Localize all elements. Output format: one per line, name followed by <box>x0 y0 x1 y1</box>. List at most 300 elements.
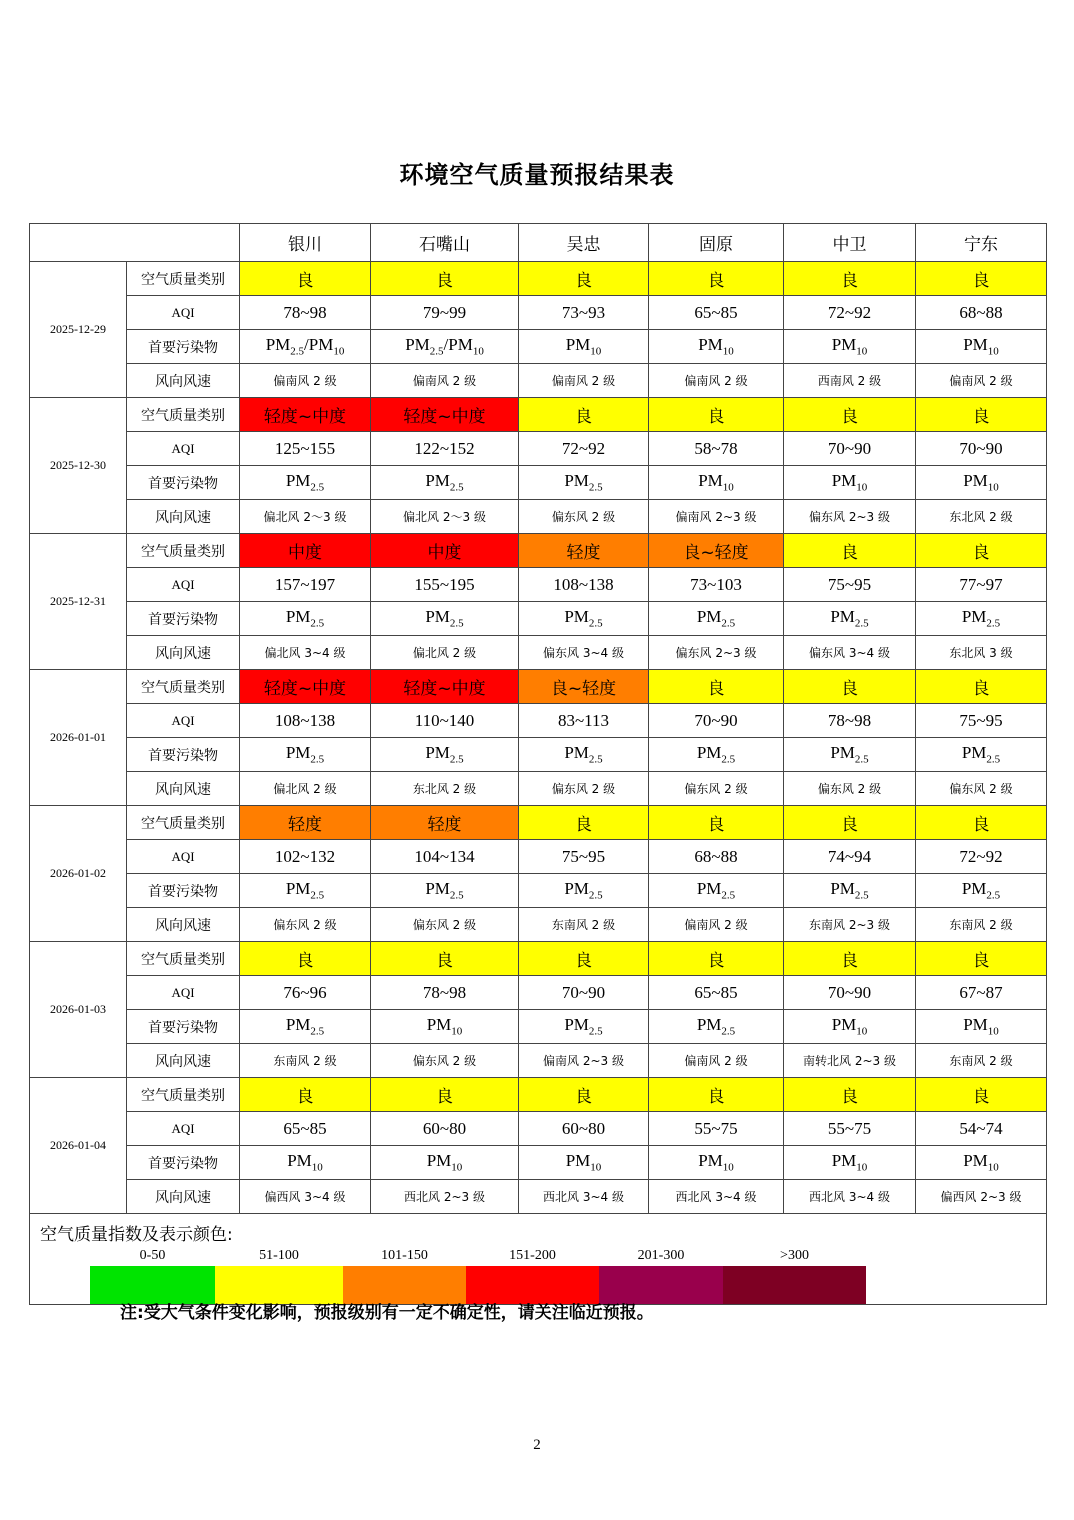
category-cell: 良~轻度 <box>649 534 784 568</box>
pollutant-subscript: 10 <box>590 345 602 358</box>
pollutant-subscript: 2.5 <box>721 889 736 902</box>
aqi-cell: 122~152 <box>371 432 519 466</box>
row-label-aqi: AQI <box>127 296 240 330</box>
wind-cell: 偏南风 2 级 <box>240 364 371 398</box>
category-cell: 良 <box>649 262 784 296</box>
row-label-category: 空气质量类别 <box>127 942 240 976</box>
pollutant-name: PM <box>963 335 988 355</box>
pollutant-name: PM <box>961 879 987 899</box>
category-cell: 良 <box>649 1078 784 1112</box>
legend-title: 空气质量指数及表示颜色: <box>40 1225 233 1245</box>
forecast-date: 2026-01-03 <box>30 942 127 1078</box>
category-cell: 轻度 <box>240 806 371 840</box>
page-title: 环境空气质量预报结果表 <box>399 161 675 189</box>
table-row <box>30 296 1047 330</box>
table-row <box>30 398 1047 432</box>
pollutant-cell <box>240 1146 371 1180</box>
row-label-pollutant: 首要污染物 <box>127 1010 240 1044</box>
city-header: 固原 <box>649 224 784 262</box>
category-cell: 轻度 <box>371 806 519 840</box>
pollutant-cell <box>371 330 519 364</box>
wind-cell: 西北风 2~3 级 <box>371 1180 519 1214</box>
table-row <box>30 534 1047 568</box>
pollutant-cell <box>519 874 649 908</box>
table-row <box>30 432 1047 466</box>
header-row <box>30 224 1047 262</box>
pollutant-subscript: 10 <box>722 481 734 494</box>
pollutant-name: PM <box>696 607 722 627</box>
wind-cell: 偏南风 2~3 级 <box>649 500 784 534</box>
pollutant-name: PM <box>698 1151 723 1171</box>
category-cell: 良 <box>371 1078 519 1112</box>
pollutant-subscript: 2.5 <box>854 617 869 630</box>
table-row <box>30 568 1047 602</box>
wind-cell: 西南风 2 级 <box>784 364 916 398</box>
aqi-cell: 75~95 <box>784 568 916 602</box>
aqi-cell: 157~197 <box>240 568 371 602</box>
pollutant-subscript: 10 <box>987 481 999 494</box>
city-header: 石嘴山 <box>371 224 519 262</box>
pollutant-subscript: 10 <box>856 481 868 494</box>
pollutant-cell <box>784 466 916 500</box>
pollutant-name: PM <box>963 1151 988 1171</box>
pollutant-subscript: 2.5 <box>310 889 325 902</box>
forecast-date: 2026-01-04 <box>30 1078 127 1214</box>
wind-cell: 偏南风 2 级 <box>371 364 519 398</box>
pollutant-subscript: 2.5 <box>449 889 464 902</box>
pollutant-subscript: 2.5 <box>588 889 603 902</box>
pollutant-name: PM <box>285 471 311 491</box>
row-label-wind: 风向风速 <box>127 500 240 534</box>
category-cell: 良~轻度 <box>519 670 649 704</box>
pollutant-subscript: 10 <box>856 1025 868 1038</box>
pollutant-cell <box>916 466 1047 500</box>
category-cell: 良 <box>916 806 1047 840</box>
aqi-cell: 67~87 <box>916 976 1047 1010</box>
aqi-cell: 73~103 <box>649 568 784 602</box>
wind-cell: 东南风 2 级 <box>519 908 649 942</box>
pollutant-cell <box>649 466 784 500</box>
wind-cell: 东南风 2 级 <box>916 908 1047 942</box>
wind-cell: 偏南风 2 级 <box>649 364 784 398</box>
pollutant-name: PM <box>696 1015 722 1035</box>
pollutant-cell <box>240 330 371 364</box>
wind-cell: 偏北风 2～3 级 <box>240 500 371 534</box>
pollutant-cell <box>916 1010 1047 1044</box>
category-cell: 中度 <box>240 534 371 568</box>
pollutant-cell <box>371 466 519 500</box>
aqi-cell: 58~78 <box>649 432 784 466</box>
pollutant-cell <box>371 1146 519 1180</box>
pollutant-cell <box>519 330 649 364</box>
pollutant-name: PM <box>831 335 857 355</box>
legend-range-label: 151-200 <box>509 1248 556 1263</box>
pollutant-name: PM <box>961 743 987 763</box>
wind-cell: 西北风 3~4 级 <box>649 1180 784 1214</box>
aqi-cell: 70~90 <box>519 976 649 1010</box>
pollutant-name: PM <box>564 879 589 899</box>
category-cell: 轻度 <box>519 534 649 568</box>
aqi-cell: 72~92 <box>916 840 1047 874</box>
pollutant-subscript: 10 <box>451 1161 463 1174</box>
category-cell: 良 <box>649 670 784 704</box>
category-cell: 轻度~中度 <box>240 670 371 704</box>
category-cell: 轻度~中度 <box>371 670 519 704</box>
pollutant-subscript: 10 <box>987 1161 999 1174</box>
aqi-cell: 55~75 <box>784 1112 916 1146</box>
pollutant-name: PM <box>830 743 855 763</box>
table-row <box>30 976 1047 1010</box>
pollutant-cell <box>519 466 649 500</box>
city-header: 中卫 <box>784 224 916 262</box>
wind-cell: 偏东风 2 级 <box>916 772 1047 806</box>
pollutant-name: PM <box>405 335 430 355</box>
category-cell: 良 <box>649 398 784 432</box>
table-row <box>30 636 1047 670</box>
pollutant-subscript: 2.5 <box>854 889 869 902</box>
aqi-cell: 78~98 <box>784 704 916 738</box>
category-cell: 良 <box>784 670 916 704</box>
pollutant-cell <box>916 330 1047 364</box>
table-row <box>30 364 1047 398</box>
row-label-wind: 风向风速 <box>127 772 240 806</box>
row-label-aqi: AQI <box>127 568 240 602</box>
wind-cell: 偏南风 2 级 <box>519 364 649 398</box>
pollutant-name: PM <box>961 607 987 627</box>
table-row <box>30 840 1047 874</box>
category-cell: 良 <box>784 806 916 840</box>
pollutant-name: PM <box>963 471 988 491</box>
pollutant-cell <box>649 1146 784 1180</box>
aqi-cell: 75~95 <box>916 704 1047 738</box>
wind-cell: 偏南风 2 级 <box>916 364 1047 398</box>
pollutant-subscript: 2.5 <box>721 617 736 630</box>
pollutant-subscript: 2.5 <box>721 753 736 766</box>
wind-cell: 东北风 2 级 <box>371 772 519 806</box>
pollutant-name: PM <box>425 879 450 899</box>
row-label-wind: 风向风速 <box>127 364 240 398</box>
aqi-cell: 65~85 <box>240 1112 371 1146</box>
wind-cell: 偏北风 2～3 级 <box>371 500 519 534</box>
wind-cell: 偏东风 2 级 <box>519 772 649 806</box>
row-label-wind: 风向风速 <box>127 1180 240 1214</box>
pollutant-name: PM <box>696 879 722 899</box>
forecast-date: 2025-12-30 <box>30 398 127 534</box>
aqi-cell: 60~80 <box>519 1112 649 1146</box>
category-cell: 良 <box>916 534 1047 568</box>
wind-cell: 偏南风 2 级 <box>649 1044 784 1078</box>
pollutant-cell <box>784 738 916 772</box>
row-label-wind: 风向风速 <box>127 636 240 670</box>
aqi-cell: 70~90 <box>784 976 916 1010</box>
pollutant-subscript: 10 <box>722 1161 734 1174</box>
category-cell: 良 <box>519 262 649 296</box>
aqi-cell: 68~88 <box>649 840 784 874</box>
pollutant-name: PM <box>564 471 589 491</box>
wind-cell: 偏东风 3~4 级 <box>519 636 649 670</box>
aqi-cell: 72~92 <box>519 432 649 466</box>
table-row <box>30 330 1047 364</box>
pollutant-name: PM <box>265 335 291 355</box>
legend-color-swatch <box>723 1266 866 1304</box>
pollutant-name: PM <box>425 607 450 627</box>
pollutant-subscript: 2.5 <box>986 753 1001 766</box>
category-cell: 良 <box>240 1078 371 1112</box>
wind-cell: 偏东风 2 级 <box>649 772 784 806</box>
table-row <box>30 1146 1047 1180</box>
pollutant-subscript: 10 <box>472 345 484 358</box>
category-cell: 良 <box>784 262 916 296</box>
pollutant-name: PM <box>963 1015 988 1035</box>
pollutant-cell <box>649 330 784 364</box>
row-label-pollutant: 首要污染物 <box>127 1146 240 1180</box>
pollutant-name: PM <box>285 879 311 899</box>
pollutant-cell <box>371 602 519 636</box>
pollutant-subscript: 2.5 <box>588 617 603 630</box>
row-label-category: 空气质量类别 <box>127 1078 240 1112</box>
wind-cell: 偏南风 2~3 级 <box>519 1044 649 1078</box>
row-label-aqi: AQI <box>127 704 240 738</box>
pollutant-subscript: 10 <box>987 1025 999 1038</box>
table-row <box>30 500 1047 534</box>
pollutant-subscript: 10 <box>987 345 999 358</box>
table-row <box>30 1078 1047 1112</box>
pollutant-cell <box>240 1010 371 1044</box>
category-cell: 良 <box>916 262 1047 296</box>
table-row <box>30 1112 1047 1146</box>
header-corner <box>30 224 240 262</box>
legend-range-label: >300 <box>780 1248 809 1263</box>
wind-cell: 东北风 2 级 <box>916 500 1047 534</box>
aqi-cell: 108~138 <box>519 568 649 602</box>
aqi-cell: 76~96 <box>240 976 371 1010</box>
wind-cell: 偏东风 2 级 <box>519 500 649 534</box>
table-row <box>30 670 1047 704</box>
city-header: 宁东 <box>916 224 1047 262</box>
category-cell: 良 <box>240 262 371 296</box>
aqi-cell: 70~90 <box>916 432 1047 466</box>
row-label-aqi: AQI <box>127 840 240 874</box>
city-header: 吴忠 <box>519 224 649 262</box>
wind-cell: 东南风 2 级 <box>916 1044 1047 1078</box>
aqi-cell: 77~97 <box>916 568 1047 602</box>
wind-cell: 偏北风 3~4 级 <box>240 636 371 670</box>
pollutant-name: /PM <box>304 335 334 355</box>
pollutant-cell <box>519 1146 649 1180</box>
pollutant-subscript: 2.5 <box>290 345 305 358</box>
pollutant-cell <box>649 602 784 636</box>
aqi-cell: 55~75 <box>649 1112 784 1146</box>
table-row <box>30 806 1047 840</box>
aqi-cell: 68~88 <box>916 296 1047 330</box>
table-row <box>30 738 1047 772</box>
wind-cell: 偏北风 2 级 <box>240 772 371 806</box>
wind-cell: 偏东风 2~3 级 <box>649 636 784 670</box>
aqi-cell: 78~98 <box>371 976 519 1010</box>
pollutant-subscript: 2.5 <box>588 753 603 766</box>
table-row <box>30 466 1047 500</box>
pollutant-name: PM <box>831 1015 857 1035</box>
wind-cell: 西北风 3~4 级 <box>519 1180 649 1214</box>
category-cell: 良 <box>371 942 519 976</box>
row-label-pollutant: 首要污染物 <box>127 330 240 364</box>
category-cell: 良 <box>240 942 371 976</box>
pollutant-subscript: 2.5 <box>310 753 325 766</box>
table-row <box>30 874 1047 908</box>
table-row <box>30 704 1047 738</box>
row-label-aqi: AQI <box>127 1112 240 1146</box>
category-cell: 良 <box>784 398 916 432</box>
category-cell: 良 <box>916 398 1047 432</box>
pollutant-subscript: 2.5 <box>449 617 464 630</box>
wind-cell: 偏东风 2 级 <box>240 908 371 942</box>
aqi-cell: 54~74 <box>916 1112 1047 1146</box>
row-label-category: 空气质量类别 <box>127 398 240 432</box>
pollutant-name: PM <box>425 471 450 491</box>
forecast-date: 2025-12-31 <box>30 534 127 670</box>
pollutant-cell <box>649 874 784 908</box>
forecast-date: 2026-01-01 <box>30 670 127 806</box>
table-row <box>30 1180 1047 1214</box>
pollutant-name: PM <box>565 335 591 355</box>
pollutant-cell <box>784 1146 916 1180</box>
row-label-category: 空气质量类别 <box>127 670 240 704</box>
forecast-note: 注:受大气条件变化影响，预报级别有一定不确定性，请关注临近预报。 <box>120 1303 654 1323</box>
forecast-date: 2026-01-02 <box>30 806 127 942</box>
pollutant-subscript: 2.5 <box>310 617 325 630</box>
pollutant-name: PM <box>564 607 589 627</box>
pollutant-name: PM <box>698 335 723 355</box>
row-label-wind: 风向风速 <box>127 1044 240 1078</box>
pollutant-cell <box>784 602 916 636</box>
pollutant-subscript: 10 <box>856 1161 868 1174</box>
forecast-table <box>29 223 1047 1305</box>
aqi-cell: 70~90 <box>784 432 916 466</box>
row-label-aqi: AQI <box>127 976 240 1010</box>
legend-row <box>30 1214 1047 1305</box>
category-cell: 良 <box>649 942 784 976</box>
category-cell: 良 <box>649 806 784 840</box>
pollutant-cell <box>649 1010 784 1044</box>
category-cell: 轻度~中度 <box>240 398 371 432</box>
pollutant-name: /PM <box>443 335 473 355</box>
aqi-cell: 73~93 <box>519 296 649 330</box>
wind-cell: 偏东风 2 级 <box>784 772 916 806</box>
pollutant-name: PM <box>831 1151 857 1171</box>
row-label-aqi: AQI <box>127 432 240 466</box>
row-label-pollutant: 首要污染物 <box>127 466 240 500</box>
table-row <box>30 772 1047 806</box>
wind-cell: 偏西风 2~3 级 <box>916 1180 1047 1214</box>
wind-cell: 东南风 2~3 级 <box>784 908 916 942</box>
pollutant-cell <box>649 738 784 772</box>
pollutant-subscript: 10 <box>311 1161 323 1174</box>
pollutant-name: PM <box>564 743 589 763</box>
pollutant-cell <box>240 738 371 772</box>
pollutant-subscript: 10 <box>590 1161 602 1174</box>
pollutant-cell <box>519 1010 649 1044</box>
table-row <box>30 262 1047 296</box>
pollutant-name: PM <box>696 743 722 763</box>
pollutant-name: PM <box>285 607 311 627</box>
pollutant-subscript: 2.5 <box>449 481 464 494</box>
wind-cell: 偏西风 3~4 级 <box>240 1180 371 1214</box>
pollutant-name: PM <box>565 1151 591 1171</box>
pollutant-subscript: 2.5 <box>429 345 444 358</box>
table-row <box>30 1010 1047 1044</box>
pollutant-cell <box>371 738 519 772</box>
aqi-cell: 83~113 <box>519 704 649 738</box>
pollutant-subscript: 2.5 <box>310 481 325 494</box>
pollutant-cell <box>240 874 371 908</box>
wind-cell: 偏东风 3~4 级 <box>784 636 916 670</box>
pollutant-subscript: 2.5 <box>449 753 464 766</box>
row-label-wind: 风向风速 <box>127 908 240 942</box>
row-label-pollutant: 首要污染物 <box>127 874 240 908</box>
pollutant-cell <box>519 602 649 636</box>
aqi-cell: 70~90 <box>649 704 784 738</box>
category-cell: 良 <box>519 806 649 840</box>
pollutant-subscript: 10 <box>451 1025 463 1038</box>
wind-cell: 偏南风 2 级 <box>649 908 784 942</box>
row-label-category: 空气质量类别 <box>127 806 240 840</box>
category-cell: 良 <box>519 398 649 432</box>
row-label-pollutant: 首要污染物 <box>127 602 240 636</box>
aqi-cell: 102~132 <box>240 840 371 874</box>
aqi-cell: 155~195 <box>371 568 519 602</box>
table-row <box>30 942 1047 976</box>
aqi-cell: 72~92 <box>784 296 916 330</box>
category-cell: 良 <box>519 942 649 976</box>
wind-cell: 东南风 2 级 <box>240 1044 371 1078</box>
wind-cell: 南转北风 2~3 级 <box>784 1044 916 1078</box>
category-cell: 良 <box>916 1078 1047 1112</box>
wind-cell: 偏东风 2 级 <box>371 1044 519 1078</box>
pollutant-subscript: 10 <box>333 345 345 358</box>
category-cell: 中度 <box>371 534 519 568</box>
row-label-pollutant: 首要污染物 <box>127 738 240 772</box>
pollutant-name: PM <box>425 743 450 763</box>
table-row <box>30 602 1047 636</box>
pollutant-subscript: 10 <box>856 345 868 358</box>
aqi-cell: 78~98 <box>240 296 371 330</box>
pollutant-cell <box>916 874 1047 908</box>
pollutant-cell <box>371 1010 519 1044</box>
pollutant-name: PM <box>285 1015 311 1035</box>
aqi-cell: 104~134 <box>371 840 519 874</box>
pollutant-name: PM <box>285 743 311 763</box>
pollutant-cell <box>784 330 916 364</box>
pollutant-subscript: 2.5 <box>310 1025 325 1038</box>
pollutant-subscript: 2.5 <box>588 481 603 494</box>
legend-range-label: 0-50 <box>139 1248 166 1263</box>
aqi-cell: 75~95 <box>519 840 649 874</box>
pollutant-subscript: 10 <box>722 345 734 358</box>
aqi-cell: 65~85 <box>649 296 784 330</box>
pollutant-subscript: 2.5 <box>588 1025 603 1038</box>
pollutant-subscript: 2.5 <box>854 753 869 766</box>
pollutant-subscript: 2.5 <box>986 889 1001 902</box>
wind-cell: 偏东风 2~3 级 <box>784 500 916 534</box>
pollutant-subscript: 2.5 <box>986 617 1001 630</box>
pollutant-cell <box>784 1010 916 1044</box>
pollutant-name: PM <box>426 1151 452 1171</box>
aqi-cell: 79~99 <box>371 296 519 330</box>
pollutant-name: PM <box>831 471 857 491</box>
table-row <box>30 1044 1047 1078</box>
category-cell: 良 <box>916 942 1047 976</box>
wind-cell: 东北风 3 级 <box>916 636 1047 670</box>
